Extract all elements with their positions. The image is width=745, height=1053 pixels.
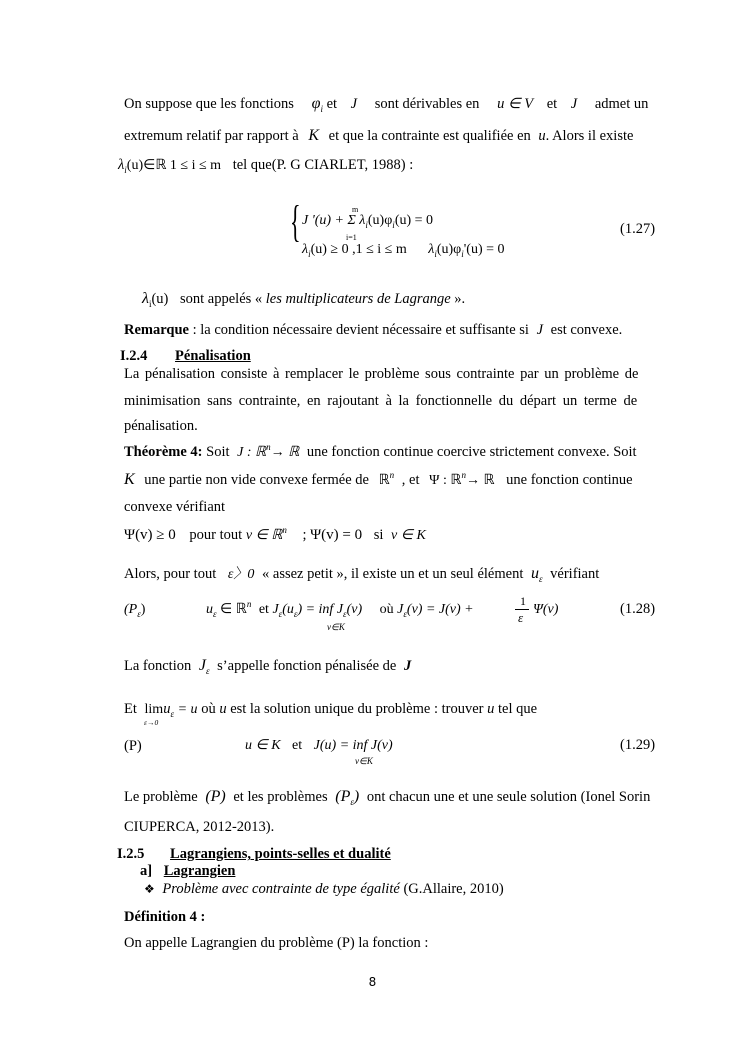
math-equals-u: = u: [177, 702, 198, 717]
text: . Alors il existe: [545, 128, 634, 144]
math-u-eps: $u_\varepsilon$: [163, 701, 174, 719]
citation: (G.Allaire, 2010): [403, 881, 504, 897]
eq129-body: u ∈ K et J(u) = inf J(v): [245, 738, 393, 753]
para3-line2: minimisation sans contrainte, en rajoutant à la fonctionnelle du départ un terme de: [124, 393, 638, 409]
text: et les problèmes: [233, 789, 328, 805]
text: si: [373, 527, 384, 543]
subsection-title: Lagrangien: [163, 863, 236, 879]
lambda-symbol: λ: [142, 290, 149, 307]
eq128-psi: Ψ(v): [533, 602, 559, 617]
equation-number: (1.27): [620, 221, 656, 237]
citation: (P. G CIARLET, 1988) :: [271, 157, 414, 173]
para1-line1: [124, 95, 648, 114]
eq128-body: $u_\varepsilon$ ∈ ℝ$^n$ et $J_\varepsilon(u_\varepsilon)$ = inf $J_\varepsilon(v)$ où $J_\varepsilon(v) = J(v)$ +: [206, 599, 474, 619]
subscript: i: [148, 299, 152, 309]
sum-upper-limit: m: [352, 205, 359, 214]
text: une fonction continue coercive strictement convexe. Soit: [306, 444, 637, 460]
equation-number: (1.29): [620, 737, 656, 753]
text: On suppose que les fonctions: [124, 96, 294, 112]
text: (u): [151, 291, 169, 307]
equation-number: (1.28): [620, 601, 656, 617]
text: extremum relatif par rapport à: [124, 128, 299, 144]
math-u-eps: $u_\varepsilon$: [530, 565, 543, 584]
alors-line: [124, 565, 599, 584]
math-condition: Ψ(v) ≥ 0: [124, 527, 176, 543]
math-J: J: [570, 96, 578, 112]
text: est convexe.: [550, 322, 623, 338]
math-lim: lim: [144, 702, 164, 717]
math-u: u: [538, 128, 546, 144]
text: où: [201, 701, 216, 717]
theorem-line3: convexe vérifiant: [124, 499, 226, 515]
lambda-symbol: $\lambda_i$: [118, 157, 127, 175]
para3-line3: pénalisation.: [124, 418, 198, 434]
para2-line: [142, 290, 465, 309]
limit-line: [124, 700, 537, 719]
last-line: On appelle Lagrangien du problème (P) la fonction :: [124, 935, 429, 951]
theorem-label: Théorème 4:: [124, 444, 203, 460]
text: ».: [454, 291, 466, 307]
inf-subscript: v∈K: [355, 756, 373, 766]
text: s’appelle fonction pénalisée de: [217, 658, 397, 674]
para4-line1: [124, 788, 650, 807]
text: : la condition nécessaire devient nécessaire et suffisante si: [192, 322, 529, 338]
fraction-numerator: 1: [520, 594, 526, 608]
math-u: u: [487, 701, 495, 717]
math-v-in-Rn: v ∈ ℝ$^n$: [245, 525, 287, 543]
fraction-denominator: ε: [518, 610, 524, 625]
text: ;: [302, 527, 307, 543]
math-K: K: [308, 127, 320, 144]
phi-symbol: $\varphi_i$: [311, 95, 323, 114]
text: « assez petit », il existe un et un seul élément: [262, 566, 524, 582]
inf-subscript: v∈K: [327, 622, 345, 632]
bullet-line: [144, 880, 504, 898]
para1-line3: [118, 156, 413, 175]
section-title: Lagrangiens, points-selles et dualité: [170, 846, 391, 862]
para1-line2: [124, 127, 633, 145]
italic-text: les multiplicateurs de Lagrange: [265, 291, 451, 307]
eq128-P: $(P_\varepsilon)$: [124, 602, 146, 619]
math-P-eps: $(P_\varepsilon)$: [335, 788, 360, 807]
math-epsilon: ε〉0: [227, 567, 255, 582]
section-title: Pénalisation: [175, 348, 251, 364]
section-number: I.2.4: [120, 348, 148, 364]
text: sont appelés «: [180, 291, 263, 307]
subsection-label: a]: [140, 863, 153, 879]
text: Le problème: [124, 789, 198, 805]
section-number: I.2.5: [117, 846, 145, 862]
text: Alors, pour tout: [124, 566, 217, 582]
text: une partie non vide convexe fermée de: [144, 472, 369, 488]
lim-subscript: ε→0: [144, 718, 159, 727]
math-J-map: J : ℝ$^n$→ ℝ: [237, 442, 300, 460]
remark-label: Remarque: [124, 322, 189, 338]
math-J: J: [350, 96, 358, 112]
eq127-row1: J '(u) + Σ $\lambda_i(u)\varphi_i(u) = 0$: [302, 213, 434, 230]
para3-line1: La pénalisation consiste à remplacer le problème sous contrainte par un problème de: [124, 366, 639, 382]
math-K: K: [124, 471, 135, 488]
equation-brace: {: [290, 197, 301, 246]
definition-label: Définition 4 :: [124, 909, 206, 925]
math-condition: Ψ(v) = 0: [310, 527, 363, 543]
text: sont dérivables en: [374, 96, 480, 112]
text: , et: [401, 472, 420, 488]
page-number: 8: [368, 975, 377, 989]
text: pour tout: [189, 527, 243, 543]
math-P: (P): [205, 788, 226, 805]
math-psi-map: Ψ : ℝ$^n$→ ℝ: [429, 470, 495, 488]
theorem-line1: [124, 443, 637, 462]
math-u-in-v: u ∈ V: [497, 96, 534, 112]
italic-text: Problème avec contrainte de type égalité: [162, 881, 400, 897]
text: et: [326, 96, 338, 112]
penal-line: [124, 657, 411, 676]
theorem-line2: [124, 471, 633, 490]
math-Rn: ℝ$^n$: [378, 470, 395, 488]
theorem-line4: [124, 526, 426, 545]
eq129-P: (P): [124, 738, 142, 754]
text: tel que: [497, 701, 538, 717]
text: Soit: [206, 444, 230, 460]
diamond-bullet-icon: ❖: [144, 882, 155, 896]
text: et que la contrainte est qualifiée en: [328, 128, 531, 144]
subsection-heading: [140, 862, 235, 880]
text: tel que: [232, 157, 272, 173]
text: et: [546, 96, 558, 112]
math-J-eps: $J_\varepsilon$: [198, 657, 210, 676]
para4-line2: CIUPERCA, 2012-2013).: [124, 819, 275, 835]
text: est la solution unique du problème : trouver: [230, 701, 484, 717]
text: vérifiant: [550, 566, 600, 582]
section-heading: [117, 845, 391, 863]
text: une fonction continue: [506, 472, 633, 488]
math-J: J: [403, 658, 412, 674]
text: admet un: [594, 96, 649, 112]
text: Et: [124, 701, 137, 717]
text: ont chacun une et une seule solution (Ionel Sorin: [366, 789, 651, 805]
section-heading: [120, 347, 251, 365]
sum-lower-limit: i=1: [346, 233, 357, 242]
eq127-row2: $\lambda_i(u) \ge 0$ ,1 ≤ i ≤ m $\lambda_i(u)\varphi_i'(u) = 0$: [302, 242, 505, 259]
remark-line: [124, 321, 622, 339]
text: La fonction: [124, 658, 192, 674]
math-u: u: [219, 701, 227, 717]
math-v-in-K: v ∈ K: [391, 528, 426, 543]
math-condition: (u)∈ℝ 1 ≤ i ≤ m: [126, 158, 222, 173]
math-J: J: [536, 322, 544, 338]
